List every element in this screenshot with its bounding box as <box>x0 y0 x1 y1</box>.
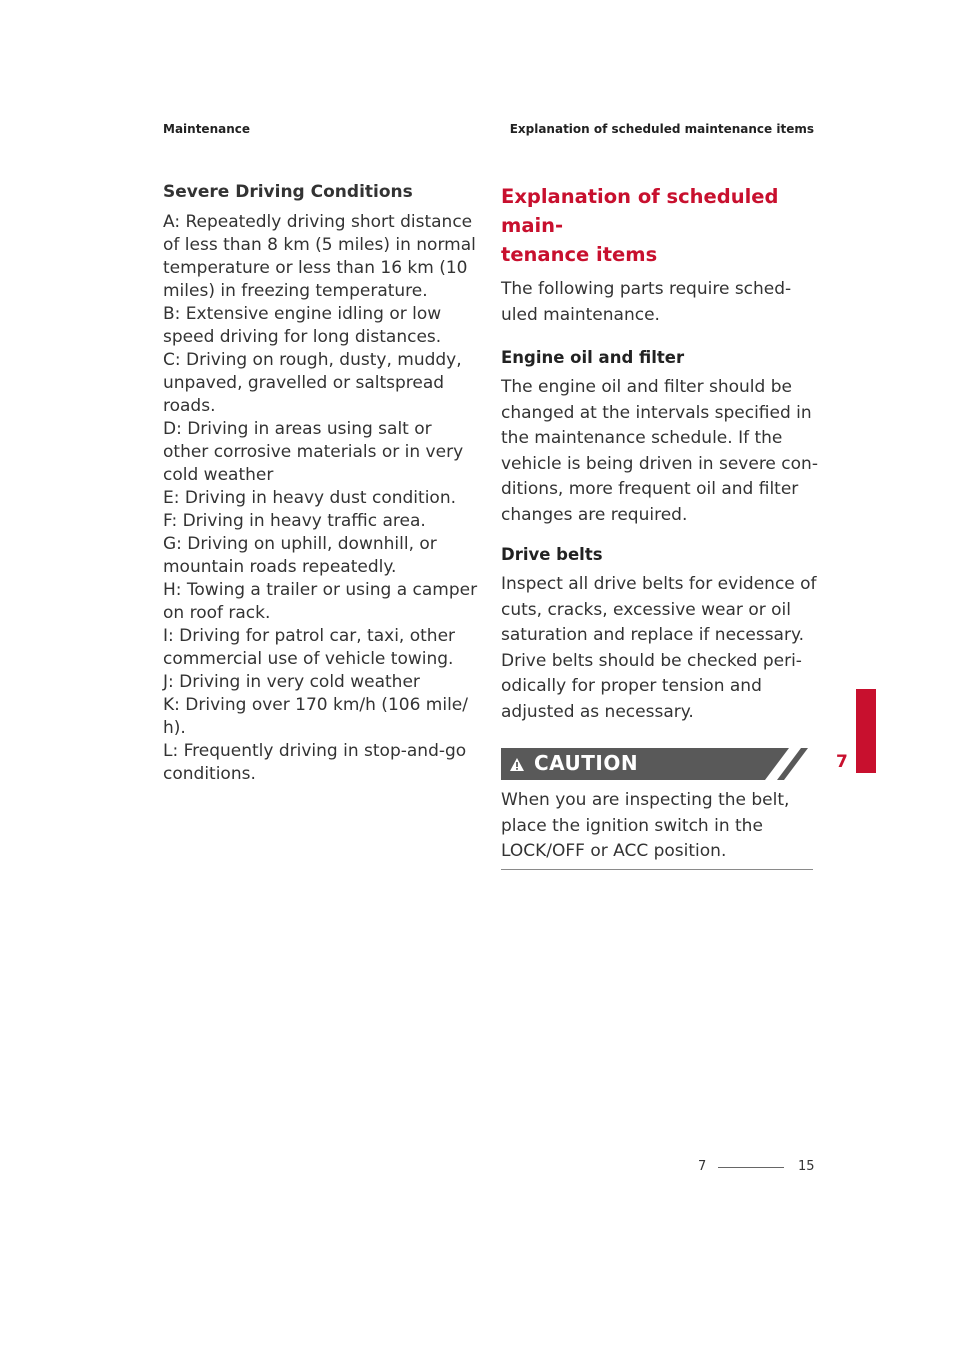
engine-oil-heading: Engine oil and filter <box>501 348 685 367</box>
paragraph-line: vehicle is being driven in severe con- <box>501 453 818 474</box>
list-line: D: Driving in areas using salt or <box>163 419 432 439</box>
chapter-thumb-tab <box>856 689 876 773</box>
paragraph-line: Drive belts should be checked peri- <box>501 650 802 671</box>
warning-triangle-icon <box>509 757 525 776</box>
paragraph-line: changed at the intervals specified in <box>501 402 812 423</box>
severe-conditions-list <box>163 211 478 786</box>
list-line: K: Driving over 170 km/h (106 mile/ <box>163 695 468 715</box>
list-line: unpaved, gravelled or saltspread <box>163 373 445 393</box>
running-header-topic: Explanation of scheduled maintenance items <box>509 122 814 136</box>
caution-label: CAUTION <box>534 751 639 775</box>
engine-oil-paragraph <box>501 375 818 528</box>
footer-divider <box>718 1167 784 1168</box>
severe-conditions-column <box>163 182 478 786</box>
list-line: F: Driving in heavy traffic area. <box>163 511 426 531</box>
paragraph-line: place the ignition switch in the <box>501 815 763 836</box>
list-line: temperature or less than 16 km (10 <box>163 258 468 278</box>
list-line: A: Repeatedly driving short distance <box>163 212 473 232</box>
list-line: cold weather <box>163 465 274 485</box>
paragraph-line: The following parts require sched- <box>501 279 792 299</box>
list-line: other corrosive materials or in very <box>163 442 464 462</box>
paragraph-line: odically for proper tension and <box>501 676 762 696</box>
paragraph-line: LOCK/OFF or ACC position. <box>501 841 727 861</box>
paragraph-line: the maintenance schedule. If the <box>501 428 783 448</box>
intro-paragraph <box>501 277 813 328</box>
chapter-thumb-number: 7 <box>836 752 848 772</box>
paragraph-line: Inspect all drive belts for evidence of <box>501 574 817 594</box>
severe-conditions-heading: Severe Driving Conditions <box>163 182 413 202</box>
paragraph-line: changes are required. <box>501 504 688 525</box>
paragraph-line: uled maintenance. <box>501 304 660 325</box>
paragraph-line: ditions, more frequent oil and filter <box>501 479 799 499</box>
list-line: E: Driving in heavy dust condition. <box>163 488 457 508</box>
list-line: on roof rack. <box>163 603 271 623</box>
list-line: speed driving for long distances. <box>163 327 442 347</box>
section-title-line: Explanation of scheduled main- <box>501 185 779 237</box>
caution-stripes-decoration <box>765 748 813 780</box>
drive-belts-heading: Drive belts <box>501 545 603 564</box>
caution-banner <box>501 748 813 780</box>
paragraph-line: When you are inspecting the belt, <box>501 790 790 810</box>
footer-chapter-number: 7 <box>698 1159 707 1174</box>
list-line: I: Driving for patrol car, taxi, other <box>163 626 456 646</box>
caution-end-rule <box>501 869 813 870</box>
list-line: J: Driving in very cold weather <box>163 672 420 692</box>
list-line: C: Driving on rough, dusty, muddy, <box>163 350 462 370</box>
paragraph-line: saturation and replace if necessary. <box>501 625 805 645</box>
list-line: G: Driving on uphill, downhill, or <box>163 534 437 554</box>
caution-message <box>501 788 789 865</box>
list-line: miles) in freezing temperature. <box>163 281 428 301</box>
footer-page-number: 15 <box>798 1159 815 1174</box>
section-title-line: tenance items <box>501 243 658 266</box>
drive-belts-paragraph <box>501 572 817 725</box>
paragraph-line: The engine oil and filter should be <box>501 377 792 397</box>
list-line: of less than 8 km (5 miles) in normal <box>163 235 476 255</box>
list-line: H: Towing a trailer or using a camper <box>163 580 478 600</box>
paragraph-line: cuts, cracks, excessive wear or oil <box>501 599 791 620</box>
list-line: B: Extensive engine idling or low <box>163 304 442 324</box>
section-title <box>501 182 813 269</box>
list-line: conditions. <box>163 764 256 784</box>
maintenance-items-column <box>501 182 818 725</box>
list-line: L: Frequently driving in stop-and-go <box>163 741 467 761</box>
running-header-section: Maintenance <box>163 122 251 136</box>
paragraph-line: adjusted as necessary. <box>501 701 694 722</box>
list-line: roads. <box>163 396 216 416</box>
list-line: commercial use of vehicle towing. <box>163 649 454 669</box>
list-line: h). <box>163 718 186 738</box>
list-line: mountain roads repeatedly. <box>163 557 397 577</box>
